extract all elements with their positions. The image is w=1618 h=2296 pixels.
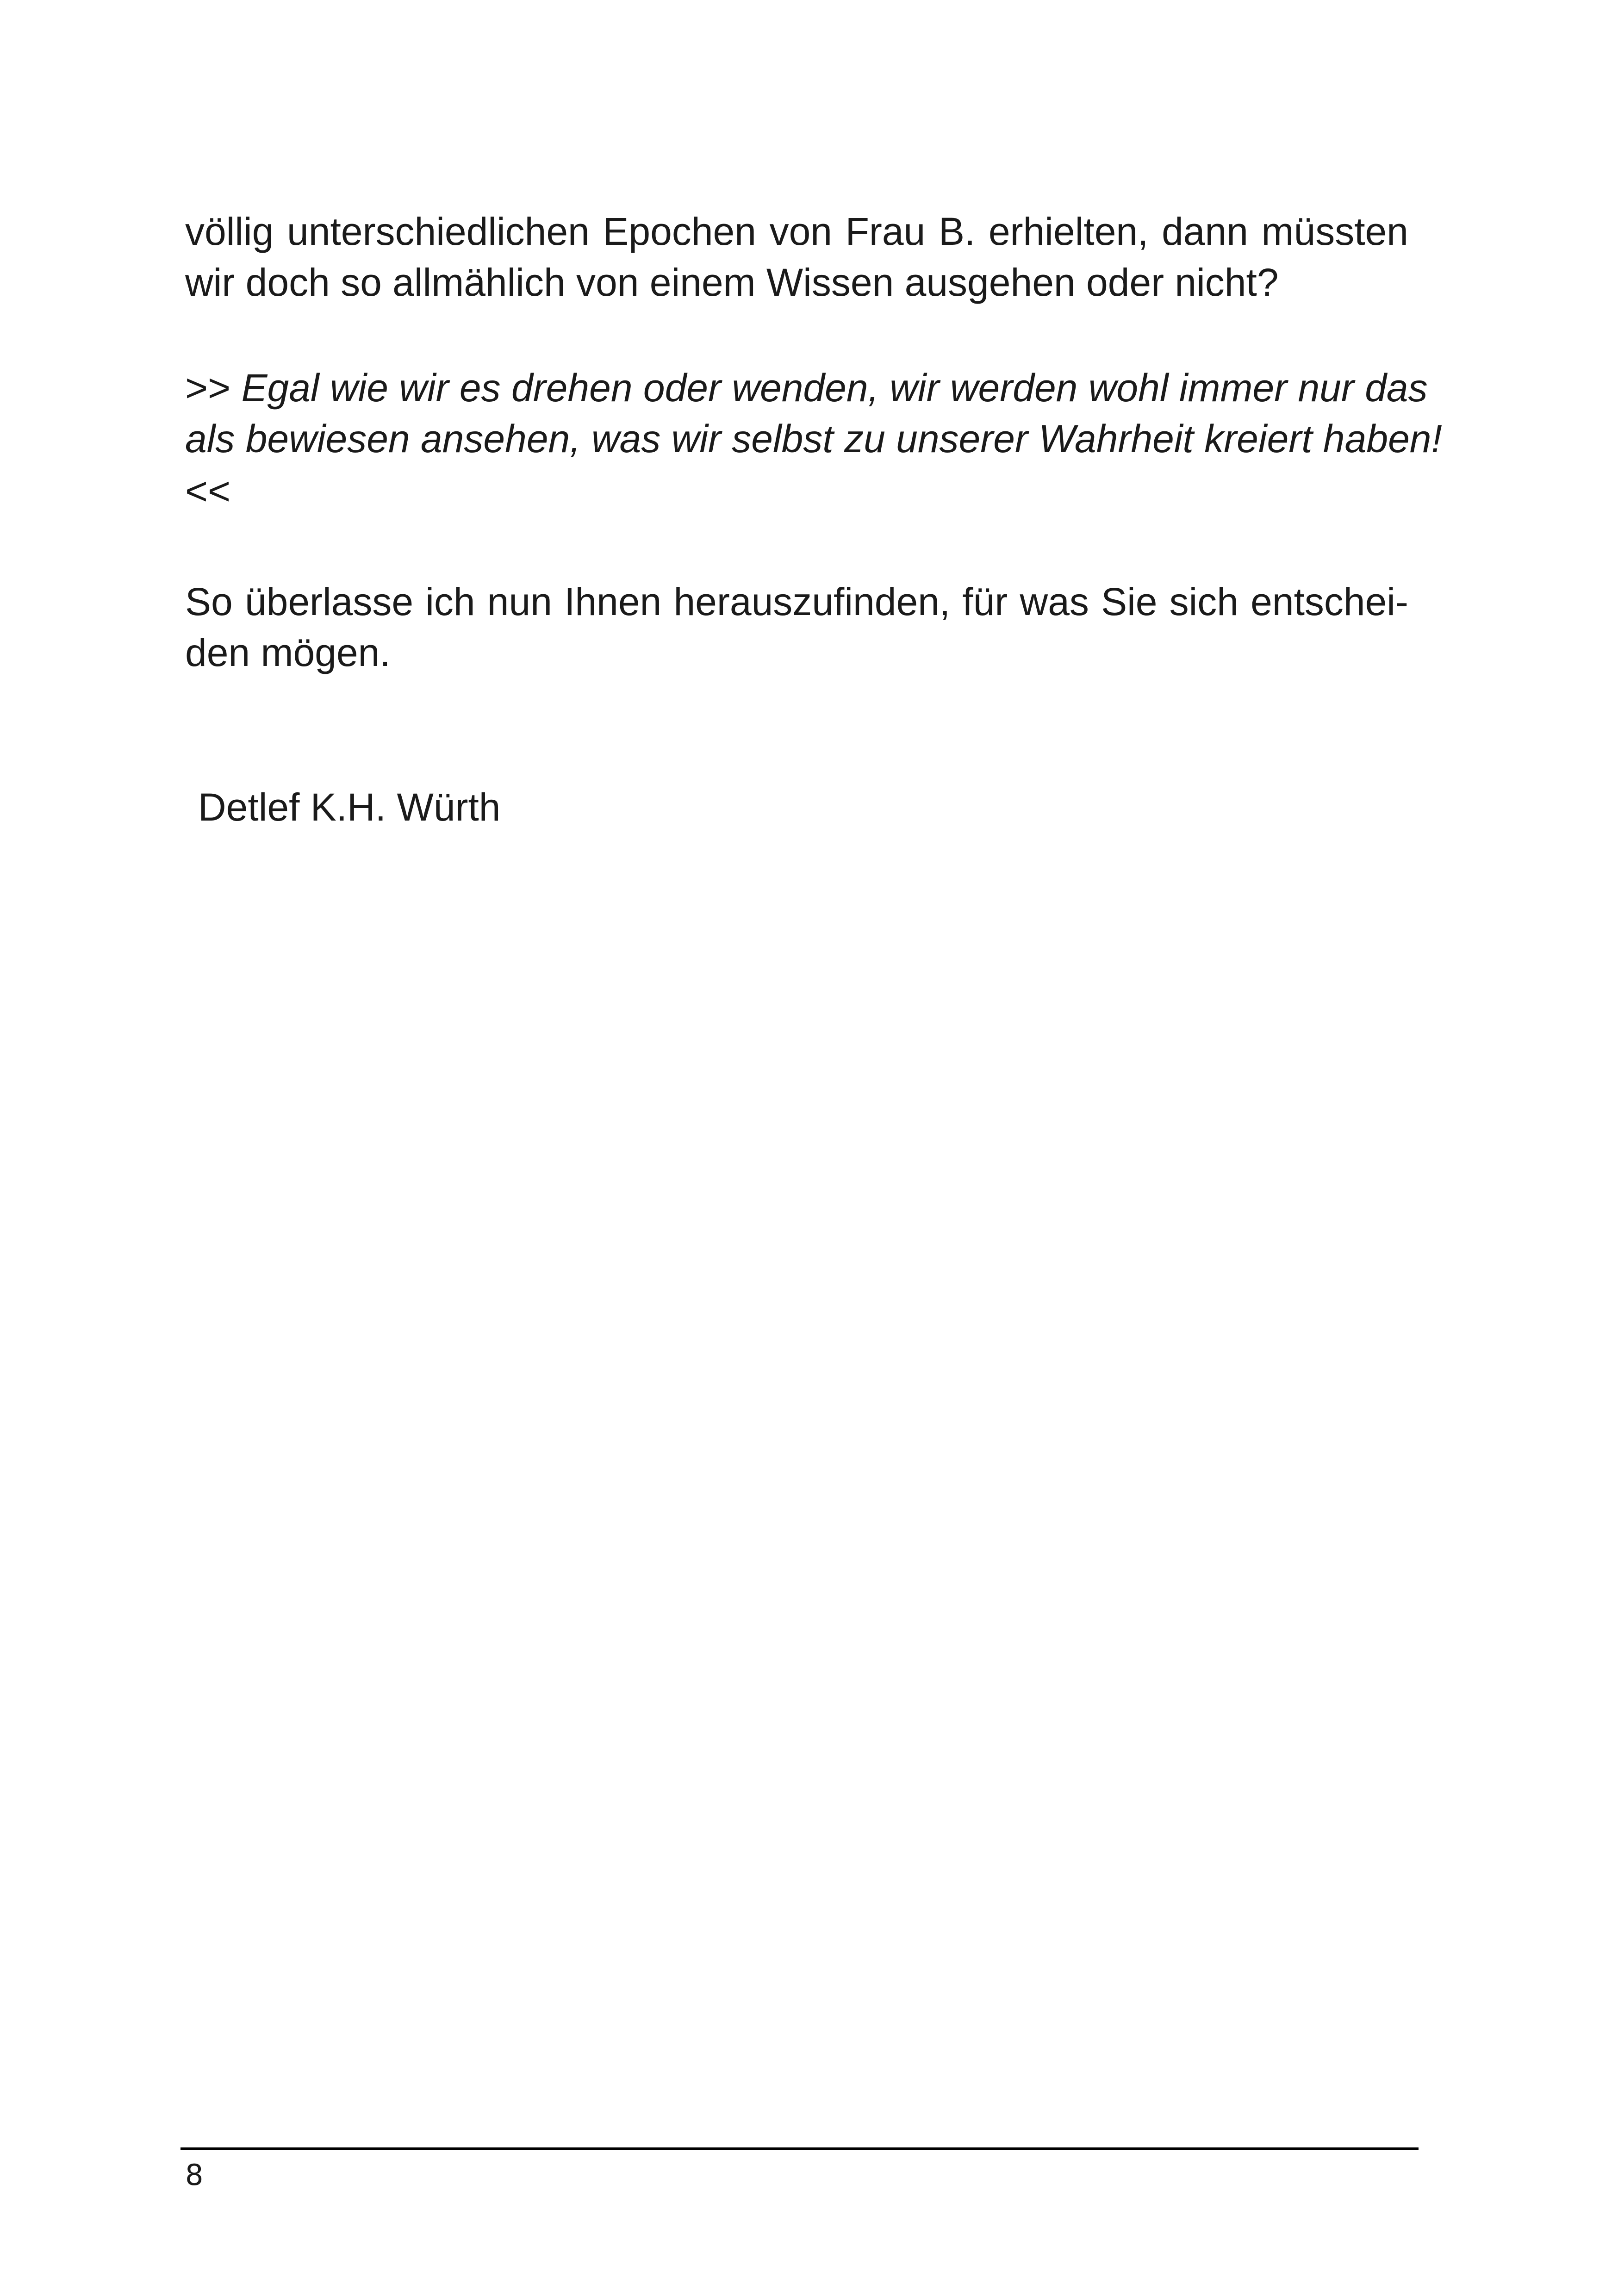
quote-close-marker: << <box>185 469 231 513</box>
author-signature: Detlef K.H. Würth <box>198 785 501 829</box>
paragraph-1-line-1: völlig unterschiedlichen Epochen von Frau B. erhielten, dann müssten <box>185 210 1408 253</box>
quote-line-1 <box>185 366 1428 410</box>
page-number: 8 <box>185 2158 204 2192</box>
quote-text-line-1: Egal wie wir es drehen oder wenden, wir werden wohl immer nur das <box>241 366 1428 410</box>
quote-line-2: als bewiesen ansehen, was wir selbst zu unserer Wahrheit kreiert haben! <box>185 417 1442 460</box>
paragraph-3-line-2: den mögen. <box>185 631 391 674</box>
paragraph-1-line-2: wir doch so allmählich von einem Wissen ausgehen oder nicht? <box>185 261 1279 304</box>
footer-divider <box>180 2147 1419 2150</box>
paragraph-3-line-1: So überlasse ich nun Ihnen herauszufinden, für was Sie sich entschei- <box>185 580 1408 623</box>
quote-open-marker: >> <box>185 366 242 410</box>
